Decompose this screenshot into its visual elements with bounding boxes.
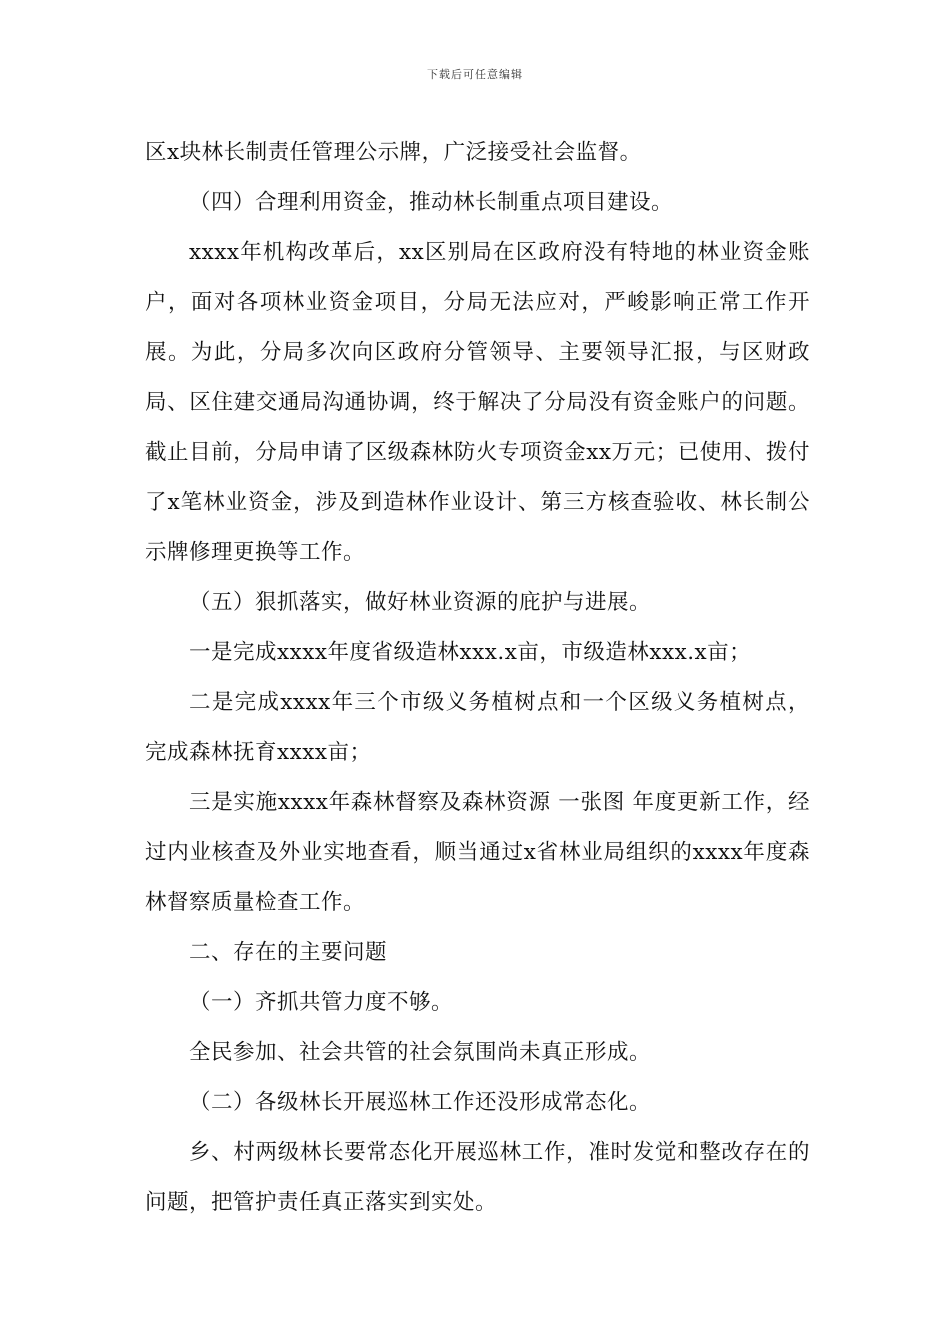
paragraph-1: 区x块林长制责任管理公示牌，广泛接受社会监督。 — [145, 140, 642, 165]
paragraph-5: 一是完成xxxx年度省级造林xxx.x亩，市级造林xxx.x亩； — [189, 640, 752, 665]
paragraph-2-heading: （四）合理利用资金，推动林长制重点项目建设。 — [189, 190, 674, 215]
paragraph-6: 二是完成xxxx年三个市级义务植树点和一个区级义务植树点，完成森林抚育xxxx亩； — [145, 690, 810, 765]
paragraph-4-heading: （五）狠抓落实，做好林业资源的庇护与进展。 — [189, 590, 652, 615]
document-body — [145, 128, 810, 1228]
paragraph-9-heading: （一）齐抓共管力度不够。 — [189, 990, 454, 1015]
paragraph-12: 乡、村两级林长要常态化开展巡林工作，准时发觉和整改存在的问题，把管护责任真正落实到实处。 — [145, 1140, 810, 1215]
paragraph-11-heading: （二）各级林长开展巡林工作还没形成常态化。 — [189, 1090, 652, 1115]
paragraph-10: 全民参加、社会共管的社会氛围尚未真正形成。 — [189, 1040, 652, 1065]
paragraph-3: xxxx年机构改革后，xx区别局在区政府没有特地的林业资金账户，面对各项林业资金项目，分局无法应对，严峻影响正常工作开展。为此，分局多次向区政府分管领导、主要领导汇报，与区财政局、区住建交通局沟通协调，终于解决了分局没有资金账户的问题。截止目前，分局申请了区级森林防火专项资金xx万元；已使用、拨付了x笔林业资金，涉及到造林作业设计、第三方核查验收、林长制公示牌修理更换等工作。 — [145, 240, 810, 565]
section-heading-problems: 二、存在的主要问题 — [189, 940, 388, 965]
page-header: 下载后可任意编辑 — [427, 68, 523, 81]
paragraph-7: 三是实施xxxx年森林督察及森林资源 一张图 年度更新工作，经过内业核查及外业实地查看，顺当通过x省林业局组织的xxxx年度森林督察质量检查工作。 — [145, 790, 810, 915]
